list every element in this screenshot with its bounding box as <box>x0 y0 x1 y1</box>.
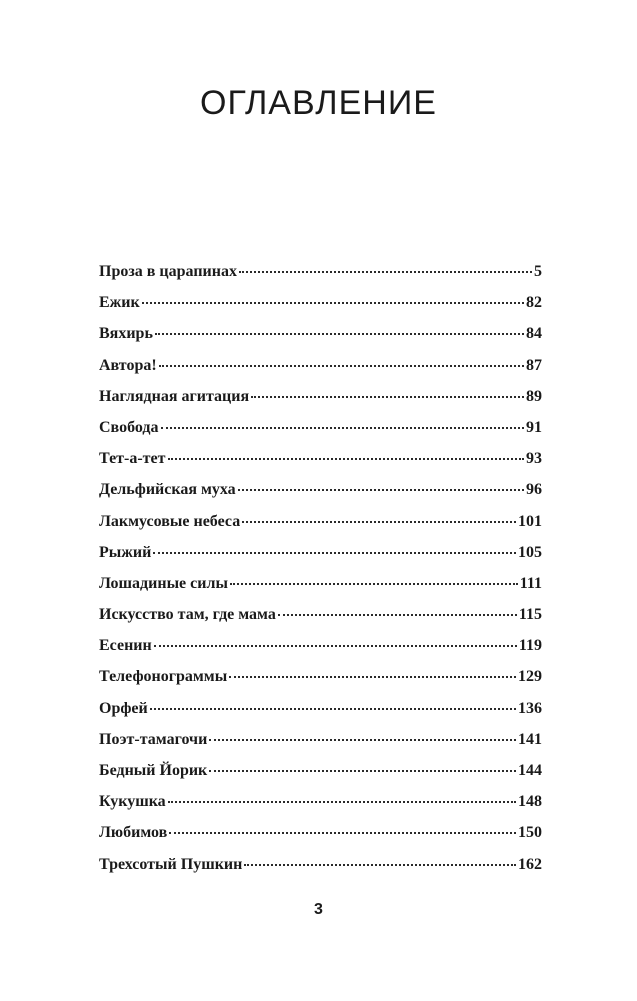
toc-entry <box>99 292 542 323</box>
toc-entry <box>99 511 542 542</box>
toc-entry <box>99 542 542 573</box>
toc-leader-dots <box>244 864 516 866</box>
toc-entry-page: 119 <box>518 637 542 655</box>
toc-entry <box>99 760 542 791</box>
toc-entry <box>99 729 542 760</box>
toc-entry-page: 150 <box>518 824 542 842</box>
toc-leader-dots <box>251 396 524 398</box>
toc-entry-page: 148 <box>518 793 542 811</box>
toc-entry-page: 105 <box>518 543 542 561</box>
toc-entry-page: 162 <box>518 855 542 873</box>
toc-leader-dots <box>168 801 516 803</box>
toc-leader-dots <box>278 614 517 616</box>
toc-entry-title: Трехсотый Пушкин <box>99 855 243 873</box>
toc-entry-title: Вяхирь <box>99 325 153 343</box>
toc-entry <box>99 417 542 448</box>
toc-entry-title: Автора! <box>99 356 157 374</box>
toc-leader-dots <box>209 739 516 741</box>
toc-entry-page: 144 <box>518 762 542 779</box>
toc-leader-dots <box>169 832 516 834</box>
toc-entry <box>99 386 542 417</box>
toc-leader-dots <box>161 427 524 429</box>
toc-leader-dots <box>154 645 517 647</box>
toc-leader-dots <box>238 489 524 491</box>
toc-entry-title: Свобода <box>99 418 159 436</box>
toc-entry-title: Лошадиные силы <box>99 574 228 592</box>
toc-entry <box>99 573 542 604</box>
toc-entry-title: Кукушка <box>99 793 166 811</box>
toc-entry <box>99 448 542 479</box>
toc-leader-dots <box>153 552 516 554</box>
toc-entry-title: Тет-а-тет <box>99 450 166 468</box>
toc-entry-title: Орфей <box>99 699 148 717</box>
toc-entry-page: 111 <box>519 574 542 592</box>
toc-entry <box>99 635 542 666</box>
toc-entry <box>99 791 542 822</box>
toc-entry <box>99 822 542 853</box>
toc-entry <box>99 355 542 386</box>
toc-entry-page: 87 <box>526 356 542 374</box>
toc-entry-title: Рыжий <box>99 543 152 561</box>
page-title: ОГЛАВЛЕНИЕ <box>200 84 437 122</box>
toc-entry-page: 93 <box>526 450 542 468</box>
toc-entry-title: Есенин <box>99 637 152 655</box>
toc-entry-title: Наглядная агитация <box>99 387 250 405</box>
toc-entry-title: Телефонограммы <box>99 668 228 686</box>
toc-entry-title: Искусство там, где мама <box>99 606 276 624</box>
toc-entry <box>99 479 542 510</box>
toc-entry-page: 115 <box>518 606 542 624</box>
toc-leader-dots <box>155 333 524 335</box>
toc-entry-page: 5 <box>534 263 542 280</box>
toc-entry <box>99 698 542 729</box>
toc-entry-page: 82 <box>526 294 542 312</box>
toc-leader-dots <box>168 458 525 460</box>
toc-leader-dots <box>209 770 516 772</box>
page-number: 3 <box>314 901 323 918</box>
toc-leader-dots <box>229 676 516 678</box>
toc-leader-dots <box>242 521 516 523</box>
toc-entry-title: Лакмусовые небеса <box>99 512 241 530</box>
toc-entry-page: 91 <box>526 418 542 436</box>
toc-leader-dots <box>239 271 532 273</box>
toc-entry <box>99 323 542 354</box>
toc-entry-title: Ежик <box>99 294 140 312</box>
toc-entry <box>99 666 542 697</box>
toc-entry-page: 101 <box>518 512 542 530</box>
toc-entry-title: Дельфийская муха <box>99 481 236 499</box>
toc-leader-dots <box>230 583 518 585</box>
toc-leader-dots <box>142 302 524 304</box>
toc-entry-page: 84 <box>526 325 542 343</box>
toc-entry-title: Любимов <box>99 824 168 842</box>
toc-entry-title: Проза в царапинах <box>99 263 237 280</box>
toc-entry-page: 89 <box>526 387 542 405</box>
toc-entry <box>99 604 542 635</box>
toc-entry-page: 129 <box>518 668 542 686</box>
toc-leader-dots <box>159 365 524 367</box>
toc-entry-page: 136 <box>518 699 542 717</box>
toc-entry-page: 141 <box>518 730 542 748</box>
toc-entry <box>99 854 542 885</box>
table-of-contents <box>99 261 542 885</box>
toc-entry-title: Бедный Йорик <box>99 762 208 779</box>
toc-entry <box>99 261 542 292</box>
toc-entry-page: 96 <box>526 481 542 499</box>
toc-leader-dots <box>150 708 516 710</box>
toc-entry-title: Поэт-тамагочи <box>99 730 208 748</box>
